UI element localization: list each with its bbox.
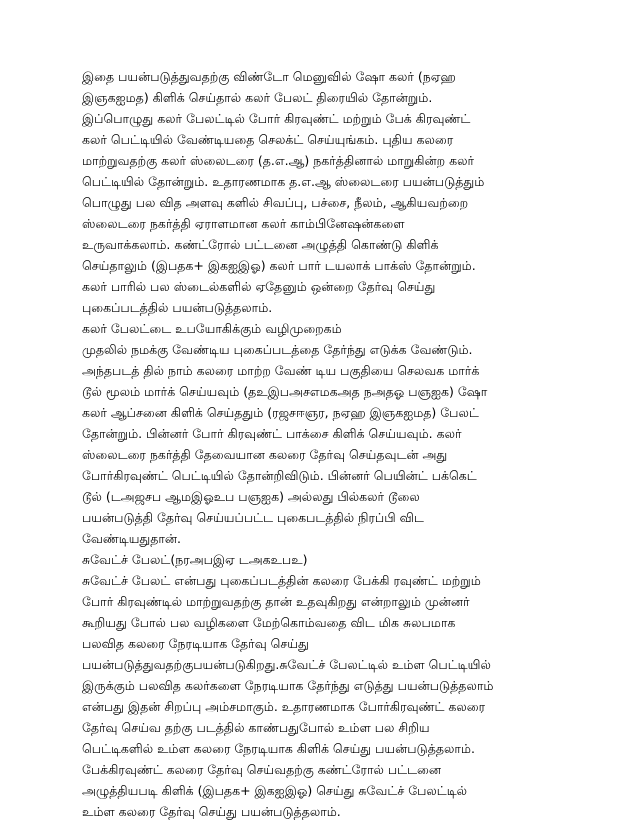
text-line: கலர் பேலட்டை உபயோகிக்கும் வழிமுறைகம் [82,321,342,336]
text-line: பயன்படுத்தி தேர்வு செய்யப்பட்ட புகைபடத்தில் நிரப்பி விட [82,510,424,525]
text-line: இருக்கும் பலவித கலர்களை நேரடியாக தேர்ந்து எடுத்து பயன்படுத்தலாம் [82,678,494,693]
text-line: என்பது இதன் சிறப்பு அம்சமாகும். உதாரணமாக போர்கிரவுண்ட் கலரை [82,699,486,714]
text-line: இதை பயன்படுத்துவதற்கு விண்டோ மெனுவில் ஷோ கலர் (நஏஹ [82,69,456,84]
text-line: பெட்டியில் தோன்றும். உதாரணமாக த.எ.ஆ ஸ்லைடரை பயன்படுத்தும் [82,174,485,189]
text-line: சுவேட்ச் பேலட் என்பது புகைப்படத்தின் கலரை பேக்கி ரவுண்ட் மற்றும் [82,573,481,588]
text-line: கலர் பெட்டியில் வேண்டியதை செலக்ட் செய்யுங்கம். புதிய கலரை [82,132,454,147]
text-line: பேக்கிரவுண்ட் கலரை தேர்வு செய்வதற்கு கண்ட்ரோல் பட்டனை [82,762,441,777]
text-line: இப்பொழுது கலர் பேலட்டில் போர் கிரவுண்ட் மற்றும் பேக் கிரவுண்ட் [82,111,471,126]
text-line: வேண்டியதுதான். [82,531,182,546]
text-line: தேர்வு செய்வ தற்கு படத்தில் காண்பதுபோல் உம்ள பல சிறிய [82,720,430,735]
text-line: டூல் மூலம் மார்க் செய்யவும் (தஉஇபஅசஎமகஅத நஅதஓ பஞஐக) ஷோ [82,384,488,399]
text-line: பெட்டிகளில் உம்ள கலரை நேரடியாக கிளிக் செய்து பயன்படுத்தலாம். [82,741,475,756]
text-line: உருவாக்கலாம். கண்ட்ரோல் பட்டனை அழுத்தி கொண்டு கிளிக் [82,237,439,252]
text-line: தோன்றும். பின்னர் போர் கிரவுண்ட் பாக்சை கிளிக் செய்யவும். கலர் [82,426,462,441]
text-line: டூல் (டஅஜசப ஆமஇஓஉப பஞஐக) அல்லது பில்கலர் டூலை [82,489,420,504]
text-line: பயன்படுத்துவதற்குபயன்படுகிறது.சுவேட்ச் பேலட்டில் உம்ள பெட்டியில் [82,657,491,672]
document-body [82,66,622,822]
text-line: பலவித கலரை நேரடியாக தேர்வு செய்து [82,636,309,651]
text-line: போர் கிரவுண்டில் மாற்றுவதற்கு தான் உதவுகிறது என்றாலும் முன்னர் [82,594,470,609]
text-line: ஸ்லைடரை நகர்த்தி ஏராளமான கலர் காம்பினேஷன்களை [82,216,405,231]
text-line: அழுத்தியபடி கிளிக் (இபதக+ இகஐஇஓ) செய்து சுவேட்ச் பேலட்டில் [82,783,468,798]
text-line: இஞகஐமத) கிளிக் செய்தால் கலர் பேலட் திரையில் தோன்றும். [82,90,433,105]
text-line: போர்கிரவுண்ட் பெட்டியில் தோன்றிவிடும். பின்னர் பெயின்ட் பக்கெட் [82,468,477,483]
text-line: உம்ள கலரை தேர்வு செய்து பயன்படுத்தலாம். [82,804,341,819]
text-line: கலர் பாரில் பல ஸ்டைல்களில் ஏதேனும் ஒன்றை தேர்வு செய்து [82,279,436,294]
text-line: கூறியது போல் பல வழிகளை மேற்கொம்வதை விட மிக சுலபமாக [82,615,456,630]
text-line: புகைப்படத்தில் பயன்படுத்தலாம். [82,300,273,315]
text-line: ஸ்லைடரை நகர்த்தி தேவையான கலரை தேர்வு செய்தவுடன் அது [82,447,448,462]
text-line: அந்தபடத் தில் நாம் கலரை மாற்ற வேண் டிய பகுதியை செலவக மார்க் [82,363,480,378]
text-line: பொழுது பல வித அளவு களில் சிவப்பு, பச்சை, நீலம், ஆகியவற்றை [82,195,469,210]
text-line: சுவேட்ச் பேலட்(நரஅபஇஏ டஅகஉபஉ) [82,552,308,567]
text-line: கலர் ஆப்சனை கிளிக் செய்ததும் (ரஜசஈஞர, நஏஹ இஞகஐமத) பேலட் [82,405,479,420]
text-line: முதலில் நமக்கு வேண்டிய புகைப்படத்தை தேர்ந்து எடுக்க வேண்டும். [82,342,473,357]
text-line: மாற்றுவதற்கு கலர் ஸ்லைடரை (த.எ.ஆ) நகர்த்தினால் மாறுகின்ற கலர் [82,153,474,168]
text-line: செய்தாலும் (இபதக+ இகஐஇஓ) கலர் பார் டயலாக் பாக்ஸ் தோன்றும். [82,258,476,273]
